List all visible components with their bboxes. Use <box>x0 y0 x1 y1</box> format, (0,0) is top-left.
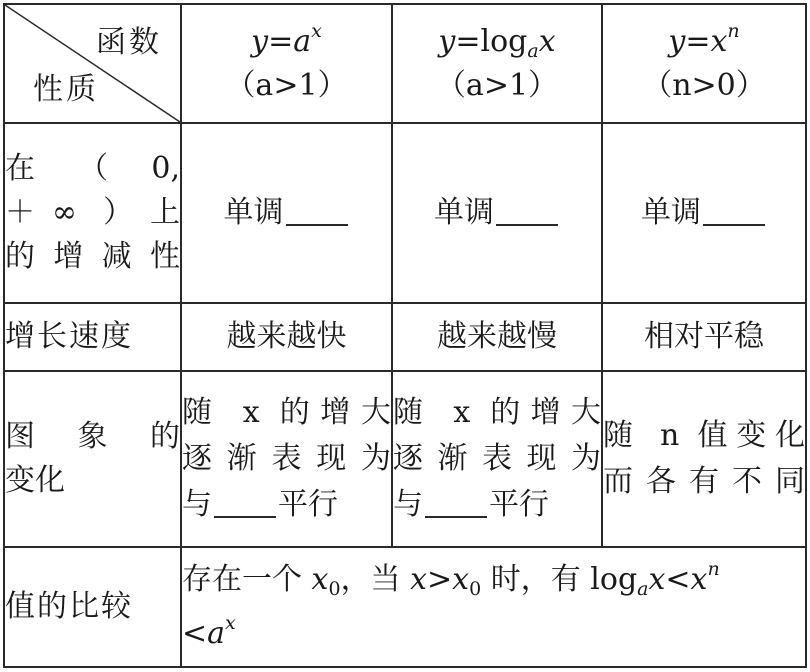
monotonic-cell-power <box>602 123 806 303</box>
compare-text: 存在一个 <box>182 562 302 597</box>
monotonic-cell-log <box>392 123 602 303</box>
cell-line-blank <box>393 482 601 528</box>
compare-label: 值的比较 <box>4 547 181 667</box>
monotonic-label <box>4 123 181 303</box>
x0-var: x <box>311 562 329 597</box>
compare-cell <box>181 547 806 667</box>
cell-text: 与 <box>393 487 423 522</box>
graph-cell-log <box>392 371 602 547</box>
answer-blank[interactable] <box>425 486 487 518</box>
log-subscript: a <box>527 39 539 62</box>
growth-cell-exp: 越来越快 <box>181 303 392 371</box>
growth-cell-power: 相对平稳 <box>602 303 806 371</box>
func-exponent: n <box>727 19 740 42</box>
cell-line: 随 n 值变化 <box>603 418 805 453</box>
equals-sign: = <box>455 23 481 59</box>
cell-line-blank <box>182 482 391 528</box>
label-line: 在 （ 0, <box>5 151 180 186</box>
label-line: 变化 <box>5 463 65 498</box>
monotonic-cell-exp <box>181 123 392 303</box>
cell-text: 平行 <box>489 487 549 522</box>
power-exponent: n <box>707 558 720 580</box>
cell-text: 单调 <box>434 195 494 230</box>
answer-blank[interactable] <box>286 194 348 226</box>
graph-cell-power <box>602 371 806 547</box>
header-power <box>602 4 806 123</box>
label-line: ＋∞ ）上 <box>5 195 180 230</box>
answer-blank[interactable] <box>496 194 558 226</box>
header-logarithmic <box>392 4 602 123</box>
properties-table <box>3 3 807 668</box>
condition-label: （n>0） <box>642 67 766 103</box>
cell-text: 与 <box>182 487 212 522</box>
label-line: 图 象 的 <box>5 419 180 454</box>
log-text: log <box>480 23 528 59</box>
growth-row <box>4 303 806 371</box>
header-row <box>4 4 806 123</box>
cell-text: 平行 <box>278 487 338 522</box>
growth-cell-log: 越来越慢 <box>392 303 602 371</box>
cell-line: 随 x 的增大 <box>393 395 601 430</box>
log-subscript: a <box>637 578 649 600</box>
graph-row <box>4 371 806 547</box>
condition-label: （a>1） <box>225 67 348 103</box>
cell-text: 单调 <box>223 195 284 230</box>
log-argument: x <box>648 562 666 597</box>
x0-sub: 0 <box>328 578 341 600</box>
exp-exponent: x <box>225 612 236 634</box>
func-y: y <box>438 23 456 59</box>
condition-label: （a>1） <box>435 67 559 103</box>
log-argument: x <box>538 23 556 59</box>
exp-base: a <box>207 616 226 651</box>
corner-cell <box>4 4 181 123</box>
graph-cell-exp <box>181 371 392 547</box>
compare-inequality: x>x <box>410 562 470 597</box>
cell-line: 逐渐表现为 <box>182 441 391 476</box>
corner-top-label: 函数 <box>96 25 162 60</box>
less-than: < <box>665 562 691 597</box>
compare-text: 时，有 <box>490 562 581 597</box>
func-base-x: x <box>710 23 728 59</box>
graph-label <box>4 371 181 547</box>
monotonic-row <box>4 123 806 303</box>
power-base: x <box>690 562 708 597</box>
compare-text: ，当 <box>340 562 401 597</box>
cell-line: 随 x 的增大 <box>182 395 391 430</box>
label-line: 的增减性 <box>5 239 180 274</box>
func-base-a: a <box>293 23 312 59</box>
less-than: < <box>182 616 208 651</box>
answer-blank[interactable] <box>703 194 765 226</box>
header-exponential <box>181 4 392 123</box>
cell-line: 而各有不同 <box>603 464 805 499</box>
cell-line: 逐渐表现为 <box>393 441 601 476</box>
log-text: log <box>590 562 638 597</box>
equals-sign: = <box>685 23 711 59</box>
x0-sub: 0 <box>469 578 482 600</box>
equals-sign: = <box>268 23 294 59</box>
func-exponent: x <box>311 19 322 42</box>
func-y: y <box>251 23 269 59</box>
corner-bottom-label: 性质 <box>33 72 99 107</box>
growth-label: 增长速度 <box>4 303 181 371</box>
answer-blank[interactable] <box>214 486 276 518</box>
cell-text: 单调 <box>641 195 701 230</box>
compare-row <box>4 547 806 667</box>
func-y: y <box>668 23 686 59</box>
